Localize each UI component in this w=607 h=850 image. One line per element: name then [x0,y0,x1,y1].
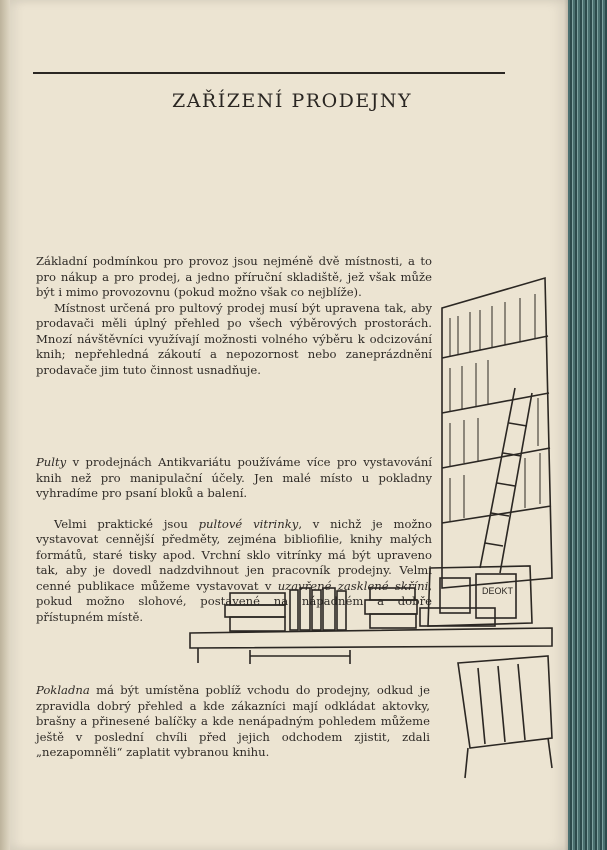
book-gutter [0,0,10,850]
bookshop-shelf-illustration [180,268,565,788]
lead-term-pulty: Pulty [36,455,67,469]
term-zasklena-skrin: uzavřené zasklené skříni [277,578,429,593]
paragraph-conditions: Základní podmínkou pro provoz jsou nejméně dvě místnosti, a to pro nákup a pro prodej, a jedno příruční skladiště, jež však může být i mimo provozovnu (pokud možno však co nejblíže). [36,254,432,299]
paragraph-counters-text: v prodejnách Antikvariátu používáme více pro vystavování knih než pro manipulační účely. Jen malé místo u pokladny vyhradíme pro psaní bloků a balení. [36,455,432,500]
term-pultove-vitrinky: pultové vitrinky [198,516,299,531]
vitrines-text-a: Velmi praktické jsou [54,516,199,531]
vitrine-book-label: DEOKT [482,586,514,596]
vitrines-text-c: , pokud možno slohové, postavené na nápadném a dobře přístupném místě. [36,578,432,624]
page-title: ZAŘÍZENÍ PRODEJNY [172,90,413,112]
lead-term-pokladna: Pokladna [36,683,90,697]
vitrines-text-b: , v nichž je možno vystavovat cennější předměty, zejména bibliofilie, knihy malých formátů, staré tisky apod. Vrchní sklo vitrínky má být upraveno tak, aby je dovedl nadzdvihnout jen pracovník prodejny. Velmi cenné publikace můžeme vystavovat v [36,516,432,593]
page-stack-edge [568,0,607,850]
header-rule [33,72,505,74]
paragraph-room: Místnost určená pro pultový prodej musí být upravena tak, aby prodavači měli úplný přehled po všech výběrových prostorách. Mnozí návštěvníci využívají možnosti volného výběru k odcizování knih; nepřehledná zákoutí a nepozornost nebo zaneprázdnění prodavače jim tuto činnost usnadňuje. [36,300,432,377]
paragraph-cashdesk-text: má být umístěna poblíž vchodu do prodejny, odkud je zpravidla dobrý přehled a kde zákazníci mají odkládat aktovky, brašny a přinesené balíčky a kde nenápadným pohledem můžeme ještě v poslední chvíli před jejich odchodem zjistit, zdali „nezapomněli“ zaplatit vybranou knihu. [36,683,430,759]
